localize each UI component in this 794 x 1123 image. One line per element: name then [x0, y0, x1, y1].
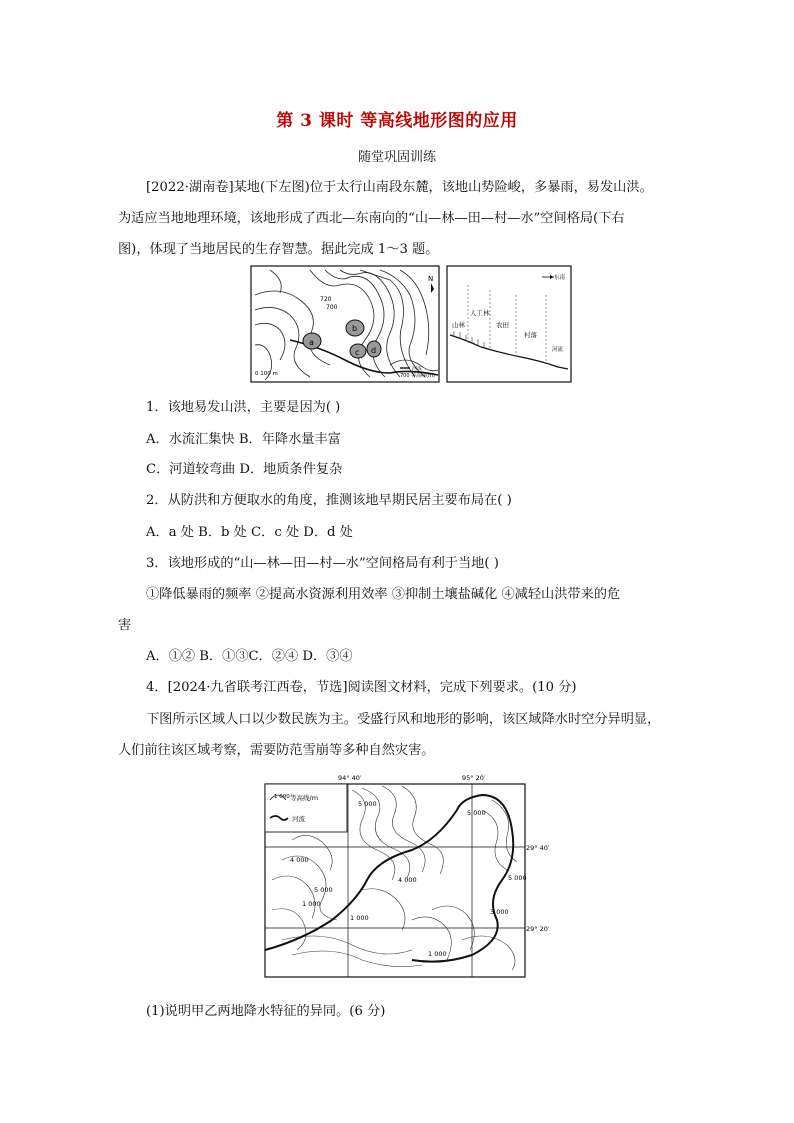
map-label-1: 5 000 — [358, 800, 377, 808]
map-label-7: 4 000 — [398, 876, 417, 884]
map-label-6: 5 000 — [467, 809, 486, 817]
longitude-2: 95° 20′ — [462, 774, 486, 782]
contour-700: 700 — [326, 304, 338, 311]
map-label-4: 1 000 — [302, 900, 321, 908]
profile-mountain-forest: 山林 — [452, 321, 465, 329]
question-1: 1．该地易发山洪，主要是因为( ) — [146, 400, 341, 415]
legend-contour-value: 1 000 — [274, 794, 290, 800]
point-c: c — [355, 348, 360, 357]
figure2-contour-map — [262, 770, 554, 980]
profile-plantation: 人工林 — [470, 309, 490, 317]
legend-river-label: 河流 — [292, 815, 305, 823]
map-label-9: 3 000 — [490, 908, 509, 916]
latitude-2: 29° 20′ — [526, 925, 550, 933]
passage1-line1: [2022·湖南卷]某地(下左图)位于太行山南段东麓，该地山势险峻，多暴雨，易发山洪。 — [146, 180, 653, 195]
page-subtitle: 随堂巩固训练 — [357, 150, 436, 165]
map-label-3: 5 000 — [314, 886, 333, 894]
profile-farmland: 农田 — [496, 321, 509, 329]
question-3: 3．该地形成的“山—林—田—村—水”空间格局有利于当地( ) — [146, 556, 499, 571]
question-2-options: A．a 处 B．b 处 C．c 处 D．d 处 — [146, 525, 353, 540]
passage1-line2: 为适应当地地理环境，该地形成了西北—东南向的“山—林—田—村—水”空间格局(下右 — [118, 211, 625, 226]
question-1-options-ab: A．水流汇集快 B．年降水量丰富 — [146, 432, 341, 447]
profile-village: 村落 — [524, 331, 537, 339]
passage1-line3: 图)，体现了当地居民的生存智慧。据此完成 1～3 题。 — [118, 242, 439, 257]
question-4-passage-line2: 人们前往该区域考察，需要防范雪崩等多种自然灾害。 — [118, 743, 435, 758]
question-4-sub-1: (1)说明甲乙两地降水特征的异同。(6 分) — [146, 1004, 386, 1019]
north-label: N — [428, 275, 434, 283]
question-4: 4．[2024·九省联考江西卷，节选]阅读图文材料，完成下列要求。(10 分) — [146, 680, 577, 695]
question-3-options: A．①② B．①③C．②④ D．③④ — [146, 649, 353, 664]
profile-river: 河流 — [552, 347, 564, 353]
longitude-1: 94° 40′ — [338, 774, 362, 782]
legend-contour: 700 等高线(m) — [400, 373, 435, 379]
point-d: d — [371, 346, 377, 355]
page-title: 第 3 课时 等高线地形图的应用 — [276, 111, 518, 131]
question-1-options-cd: C．河道较弯曲 D．地质条件复杂 — [146, 462, 343, 477]
point-b: b — [352, 324, 358, 333]
legend-river: 河流 — [412, 366, 423, 372]
figure1-profile — [446, 265, 572, 383]
map-label-5: 1 000 — [350, 914, 369, 922]
question-4-passage-line1: 下图所示区域人口以少数民族为主。受盛行风和地形的影响，该区域降水时空分异明显， — [146, 712, 661, 727]
question-3-items-line2: 害 — [118, 618, 132, 633]
profile-direction: 东南 — [554, 275, 566, 281]
contour-720: 720 — [320, 296, 332, 303]
figure1-contour-map — [250, 265, 440, 383]
legend-contour-label: 等高线/m — [290, 794, 319, 802]
map-label-2: 4 000 — [290, 856, 309, 864]
latitude-1: 29° 40′ — [526, 844, 550, 852]
question-2: 2．从防洪和方便取水的角度，推测该地早期民居主要布局在( ) — [146, 493, 512, 508]
scale-label: 0 100 m — [255, 371, 278, 377]
question-3-items-line1: ①降低暴雨的频率 ②提高水资源利用效率 ③抑制土壤盐碱化 ④减轻山洪带来的危 — [146, 587, 621, 602]
map-label-8: 5 000 — [508, 874, 527, 882]
map-label-10: 1 000 — [428, 950, 447, 958]
point-a: a — [309, 338, 314, 347]
